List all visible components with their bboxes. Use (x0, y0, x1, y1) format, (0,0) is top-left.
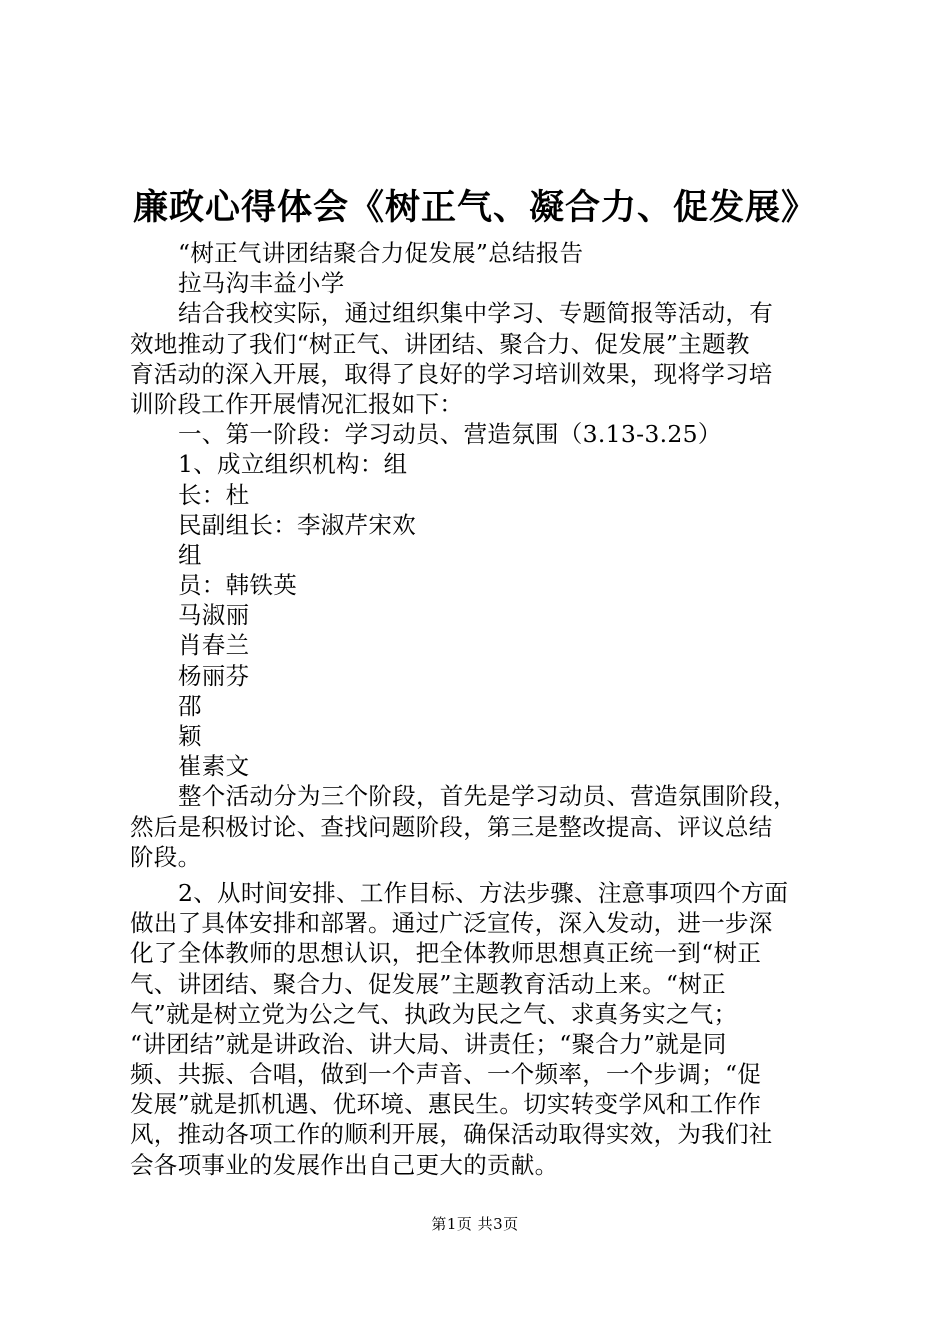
paragraph-line: 育活动的深入开展，取得了良好的学习培训效果，现将学习培 (130, 359, 773, 388)
paragraph-line: “讲团结”就是讲政治、讲大局、讲责任；“聚合力”就是同 (130, 1029, 727, 1058)
document-body (130, 238, 830, 1180)
paragraph-line: 发展”就是抓机遇、优环境、惠民生。切实转变学风和工作作 (130, 1090, 762, 1119)
org-line: 颖 (178, 722, 202, 750)
org-line: 长：杜 (178, 480, 250, 509)
paragraph-line: 结合我校实际，通过组织集中学习、专题简报等活动，有 (178, 299, 773, 328)
paragraph-line: 频、共振、合唱，做到一个声音、一个频率，一个步调；“促 (130, 1060, 762, 1089)
paragraph-line: 效地推动了我们“树正气、讲团结、聚合力、促发展”主题教 (130, 329, 750, 358)
org-line: 肖春兰 (178, 631, 250, 660)
org-line: 杨丽芬 (178, 661, 250, 690)
org-line: 民副组长：李淑芹宋欢 (178, 510, 416, 539)
intro-paragraph (130, 298, 830, 419)
paragraph-line: 风，推动各项工作的顺利开展，确保活动取得实效，为我们社 (130, 1120, 773, 1149)
page-footer: 第1页 共3页 (431, 1215, 519, 1233)
report-subtitle: “树正气讲团结聚合力促发展”总结报告 (178, 239, 584, 267)
school-name: 拉马沟丰益小学 (178, 269, 345, 298)
paragraph-line: 气、讲团结、聚合力、促发展”主题教育活动上来。“树正 (130, 969, 726, 998)
paragraph-line: 化了全体教师的思想认识，把全体教师思想真正统一到“树正 (130, 939, 762, 968)
paragraph-line: 训阶段工作开展情况汇报如下： (130, 389, 464, 418)
paragraph-line: 阶段。 (130, 842, 202, 871)
paragraph-line: 气”就是树立党为公之气、执政为民之气、求真务实之气； (130, 999, 738, 1028)
document-title: 廉政心得体会《树正气、凝合力、促发展》 (132, 187, 817, 228)
org-line: 组 (178, 540, 202, 569)
paragraph-line: 做出了具体安排和部署。通过广泛宣传，深入发动，进一步深 (130, 909, 773, 938)
section-heading: 一、第一阶段：学习动员、营造氛围（3.13-3.25） (178, 420, 722, 449)
org-line: 崔素文 (178, 752, 250, 781)
paragraph-line: 整个活动分为三个阶段，首先是学习动员、营造氛围阶段， (178, 782, 797, 811)
stage-paragraph (130, 781, 830, 872)
item2-paragraph (130, 878, 830, 1180)
org-line: 邵 (178, 691, 202, 720)
org-line: 马淑丽 (178, 601, 250, 630)
paragraph-line: 2、从时间安排、工作目标、方法步骤、注意事项四个方面 (178, 878, 789, 907)
paragraph-line: 会各项事业的发展作出自己更大的贡献。 (130, 1150, 559, 1179)
item-heading: 1、成立组织机构：组 (178, 450, 408, 479)
organization-list (130, 480, 830, 782)
org-line: 员：韩铁英 (178, 571, 297, 600)
paragraph-line: 然后是积极讨论、查找问题阶段，第三是整改提高、评议总结 (130, 812, 773, 841)
